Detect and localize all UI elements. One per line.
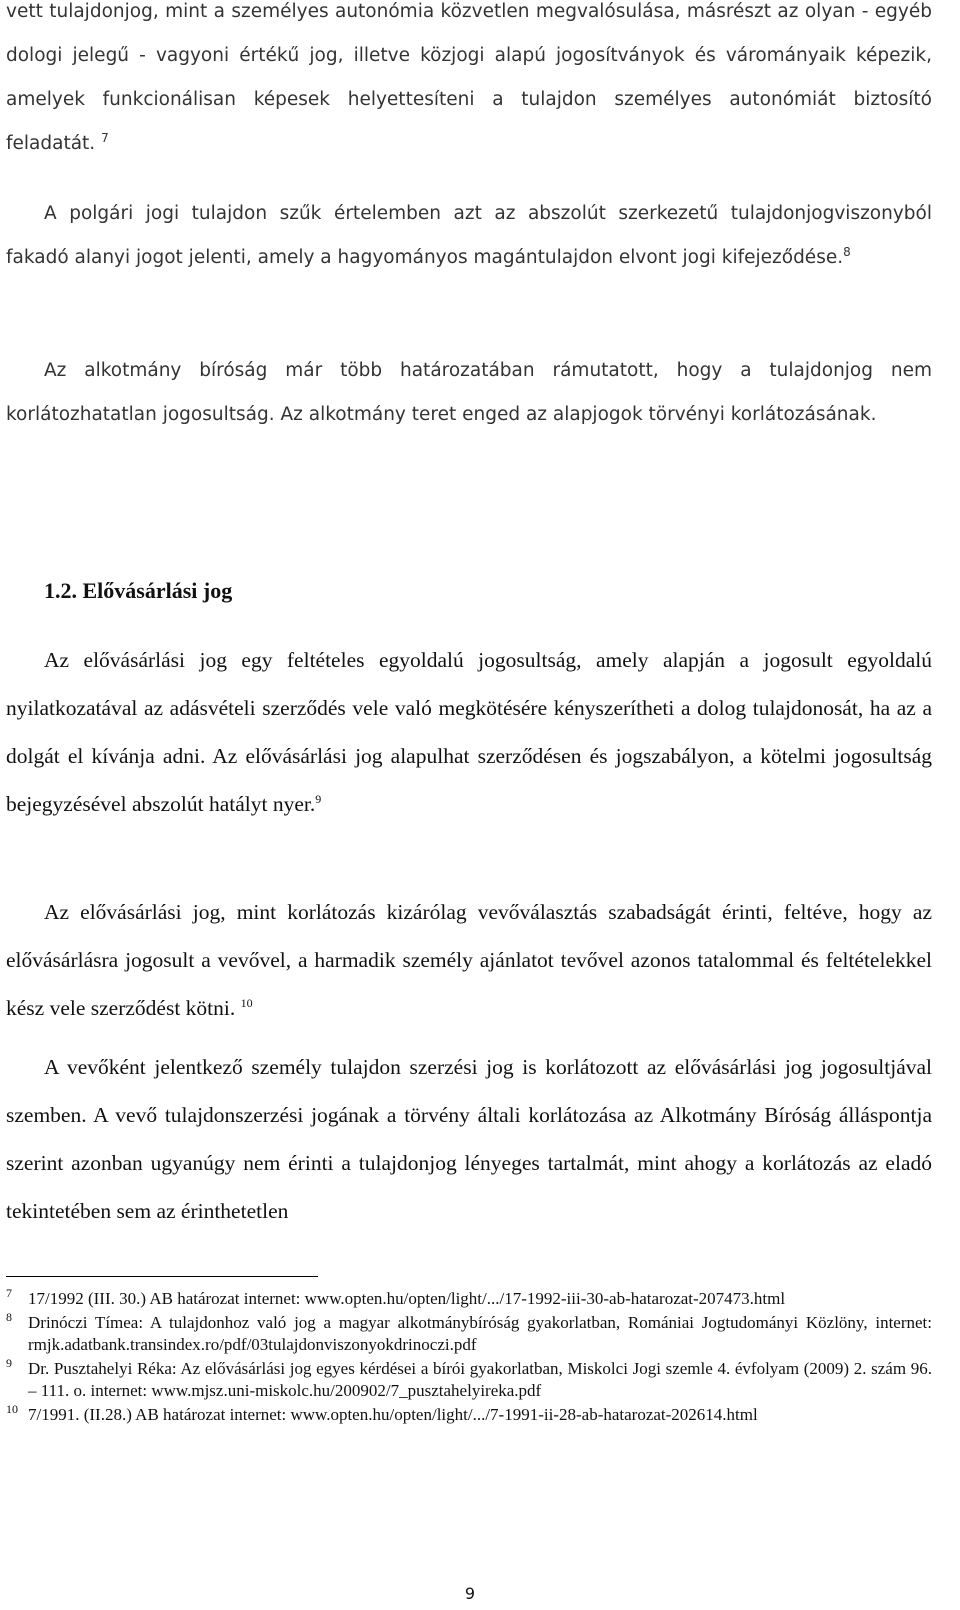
footnote-separator [6,1276,318,1277]
footnote-7: 7 17/1992 (III. 30.) AB határozat internet: www.opten.hu/opten/light/.../17-1992-iii-30-ab-hatarozat-207473.html [6,1286,786,1308]
paragraph-preemption-restriction: Az elővásárlási jog, mint korlátozás kizárólag vevőválasztás szabadságát érinti, feltéve, hogy az elővásárlásra jogosult a vevővel, a harmadik személy ajánlatot tevővel azonos tatalommal és feltételekkel kész vele szerződést kötni. $^{10}$ [6,900,932,1020]
paragraph-constitutional-court: Az alkotmány bíróság már több határozatában rámutatott, hogy a tulajdonjog nem korlátozhatatlan jogosultság. Az alkotmány teret enged az alapjogok törvényi korlátozásának. [6,360,932,425]
footnote-9: 9 Dr. Pusztahelyi Réka: Az elővásárlási jog egyes kérdései a bírói gyakorlatban, Miskolci Jogi szemle 4. évfolyam (2009) 2. szám 96. – 111. o. internet: www.mjsz.uni-miskolc.hu/200902/7_pusztahelyireka.pdf [6,1356,932,1400]
paragraph-buyer-rights: A vevőként jelentkező személy tulajdon szerzési jog is korlátozott az elővásárlási jog jogosultjával szemben. A vevő tulajdonszerzési jogának a törvény általi korlátozása az Alkotmány Bíróság álláspontja szerint azonban ugyanúgy nem érinti a tulajdonjog lényeges tartalmát, mint ahogy a korlátozás az eladó tekintetében sem az érinthetetlen [6,1055,932,1223]
section-heading: 1.2. Elővásárlási jog [44,578,233,603]
paragraph-preemption-definition: Az elővásárlási jog egy feltételes egyoldalú jogosultság, amely alapján a jogosult egyoldalú nyilatkozatával az adásvételi szerződés vele való megkötésére kényszerítheti a dolog tulajdonosát, ha az a dolgát el kívánja adni. Az elővásárlási jog alapulhat szerződésen és jogszabályon, a kötelmi jogosultság bejegyzésével abszolút hatályt nyer.$^9$ [6,648,932,816]
paragraph-property-autonomy: vett tulajdonjog, mint a személyes autonómia közvetlen megvalósulása, másrészt az olyan - egyéb dologi jelegű - vagyoni értékű jog, illetve közjogi alapú jogosítványok és várományaik képezik, amelyek funkcionálisan képesek helyettesíteni a tulajdon személyes autonómiát biztosító feladatát. $^7$ [6,1,932,154]
page-number: 9 [464,1584,476,1603]
footnote-ref-9[interactable]: 9 [315,791,322,806]
footnote-ref-8[interactable]: 8 [843,244,851,259]
footnotes [6,1288,932,1428]
footnote-ref-7[interactable]: 7 [101,130,109,145]
footnote-ref-10[interactable]: 10 [240,995,253,1010]
paragraph-civil-law-property: A polgári jogi tulajdon szűk értelemben azt az abszolút szerkezetű tulajdonjogviszonyból fakadó alanyi jogot jelenti, amely a hagyományos magántulajdon elvont jogi kifejeződése.$^8$ [6,203,932,268]
footnote-10: 10 7/1991. (II.28.) AB határozat internet: www.opten.hu/opten/light/.../7-1991-ii-28-ab-hatarozat-202614.html [6,1402,758,1424]
footnote-8: 8 Drinóczi Tímea: A tulajdonhoz való jog a magyar alkotmánybíróság gyakorlatban, Romániai Jogtudományi Közlöny, internet: rmjk.adatbank.transindex.ro/pdf/03tulajdonviszonyokdrinoczi.pdf [6,1310,932,1354]
